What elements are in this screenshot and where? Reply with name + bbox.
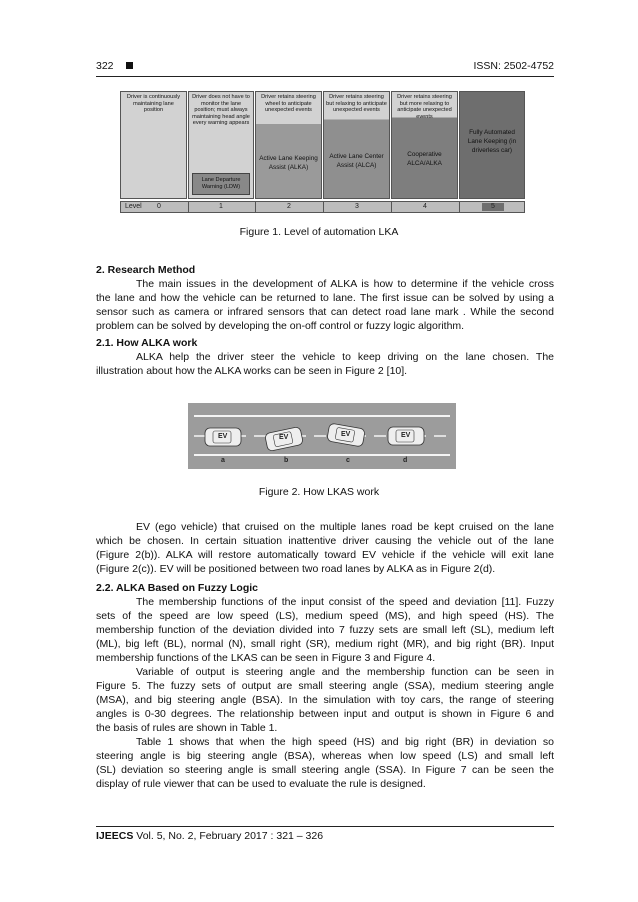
text-line: sensor such as camera or infrared sensors that can detect road lane mark . While the second [96, 306, 554, 318]
text-line: illustration about how the ALKA works can be seen in Figure 2 [10]. [96, 365, 408, 377]
square-bullet-icon [126, 62, 133, 69]
header-rule [96, 76, 554, 77]
label-a: a [221, 457, 225, 464]
label-b: b [284, 457, 289, 464]
figure-2-lkas-illustration [188, 403, 456, 469]
text-line: The main issues in the development of ALKA is how to determine if the vehicle cross [136, 278, 554, 290]
section-2-2-paragraph-2 [96, 665, 554, 735]
level-4-description: Driver retains steering but more relaxing to anticipate unexpected events [397, 94, 452, 120]
text-line: membership function of the deviation divided into 7 fuzzy sets are small left (SL), medium left [96, 624, 554, 636]
level-2-column [255, 91, 322, 199]
cooperative-label: Cooperative ALCA/ALKA [407, 151, 442, 167]
label-c: c [346, 457, 350, 464]
section-2-2-heading: 2.2. ALKA Based on Fuzzy Logic [96, 582, 258, 594]
text-line: display of rule viewer that can be used to evaluate the rule is designed. [96, 778, 426, 790]
alca-label: Active Lane Center Assist (ALCA) [329, 153, 384, 169]
text-line: Variable of output is steering angle and the membership function can be seen in [136, 666, 554, 678]
level-1-number: 1 [219, 203, 223, 210]
text-line: (SL) deviation so steering angle is small steering angle (SSA). In Figure 7 can be seen the [96, 764, 554, 776]
issn-label: ISSN: 2502-4752 [473, 60, 554, 72]
text-line: The membership functions of the input consist of the speed and deviation [11]. Fuzzy [136, 596, 554, 608]
level-0-description: Driver is continuously maintaining lane position [126, 94, 181, 114]
level-3-column [323, 91, 390, 199]
text-line: ALKA help the driver steer the vehicle to keep driving on the lane chosen. The [136, 351, 554, 363]
text-line: membership functions of the LKAS can be seen in Figure 3 and Figure 4. [96, 652, 436, 664]
label-d: d [403, 457, 408, 464]
level-3-number: 3 [355, 203, 359, 210]
alka-label: Active Lane Keeping Assist (ALKA) [259, 155, 318, 171]
text-line: sets of the speed are low speed (LS), medium speed (MS), and high speed (HS). The [96, 610, 554, 622]
level-3-description: Driver retains steering but relaxing to anticipate unexpected events [326, 94, 387, 114]
text-line: angles is 0-30 degrees. The relationship between input and output is shown in Figure 6 and [96, 708, 554, 720]
text-line: (Figure 2(c)). EV will be positioned between two road lanes by ALKA as in Figure 2(d). [96, 563, 496, 575]
text-line: Table 1 shows that when the high speed (HS) and big right (BR) in deviation so [136, 736, 554, 748]
level-4-number: 4 [423, 203, 427, 210]
section-2-paragraph [96, 277, 554, 333]
levels-bar [120, 201, 525, 213]
level-0-column [120, 91, 187, 199]
car-d-text: EV [401, 432, 411, 439]
footer-rule [96, 826, 554, 827]
page-number: 322 [96, 60, 114, 72]
text-line: (Figure 2(b)). ALKA will restore automatically toward EV vehicle if the vehicle will exit lane [96, 549, 554, 561]
road-svg [188, 403, 456, 469]
car-c-text: EV [341, 431, 351, 438]
figure-1-automation-levels [120, 91, 525, 214]
text-line: (ML), big left (BL), normal (N), small right (SR), medium right (MR), and big right (BR). Input [96, 638, 554, 650]
level-2-description: Driver retains steering wheel to anticipate unexpected events [261, 94, 316, 114]
level-1-description: Driver does not have to monitor the lane position; must always maintaining head angle every warning appears [192, 94, 250, 127]
text-line: the basis of rules are shown in Table 1. [96, 722, 278, 734]
page-footer [96, 830, 323, 842]
section-2-1-paragraph [96, 350, 554, 378]
level-1-column [188, 91, 254, 199]
text-line: EV (ego vehicle) that cruised on the multiple lanes road be kept cruised on the lane [136, 521, 554, 533]
ev-paragraph [96, 520, 554, 576]
journal-name: IJEECS [96, 830, 134, 842]
page-header [96, 60, 554, 74]
figure-2-caption: Figure 2. How LKAS work [258, 486, 380, 498]
level-4-column [391, 91, 458, 199]
levels-title: Level [125, 203, 142, 210]
text-line: Figure 5. The fuzzy sets of output are small steering angle (SSA), medium steering angle [96, 680, 554, 692]
level-2-number: 2 [287, 203, 291, 210]
fully-automated-label: Fully Automated Lane Keeping (in driverless car) [467, 129, 517, 154]
text-line: steering angle is big steering angle (BSA), whereas when low speed (LS) and small left [96, 750, 554, 762]
car-a-text: EV [218, 433, 228, 440]
section-2-2-paragraph-3 [96, 735, 554, 791]
text-line: which be chosen. In certain situation inattentive driver causing the vehicle out of the lane [96, 535, 554, 547]
text-line: problem can be solved by developing the on-off control or fuzzy logic algorithm. [96, 320, 465, 332]
car-b-text: EV [279, 434, 289, 441]
level-5-number: 5 [491, 203, 495, 210]
section-2-1-heading: 2.1. How ALKA work [96, 337, 198, 349]
text-line: the lane and how the vehicle can be returned to lane. The first issue can be solved by using a [96, 292, 554, 304]
ldw-box: Lane Departure Warning (LDW) [192, 173, 250, 195]
journal-details: Vol. 5, No. 2, February 2017 : 321 – 326 [133, 830, 324, 842]
text-line: (MSA), and big steering angle (BSA). In the simulation with toy cars, the range of steering [96, 694, 554, 706]
figure-1-caption: Figure 1. Level of automation LKA [239, 226, 399, 238]
level-5-column [459, 91, 525, 199]
section-2-heading: 2. Research Method [96, 264, 196, 276]
level-0-number: 0 [157, 203, 161, 210]
section-2-2-paragraph-1 [96, 595, 554, 665]
